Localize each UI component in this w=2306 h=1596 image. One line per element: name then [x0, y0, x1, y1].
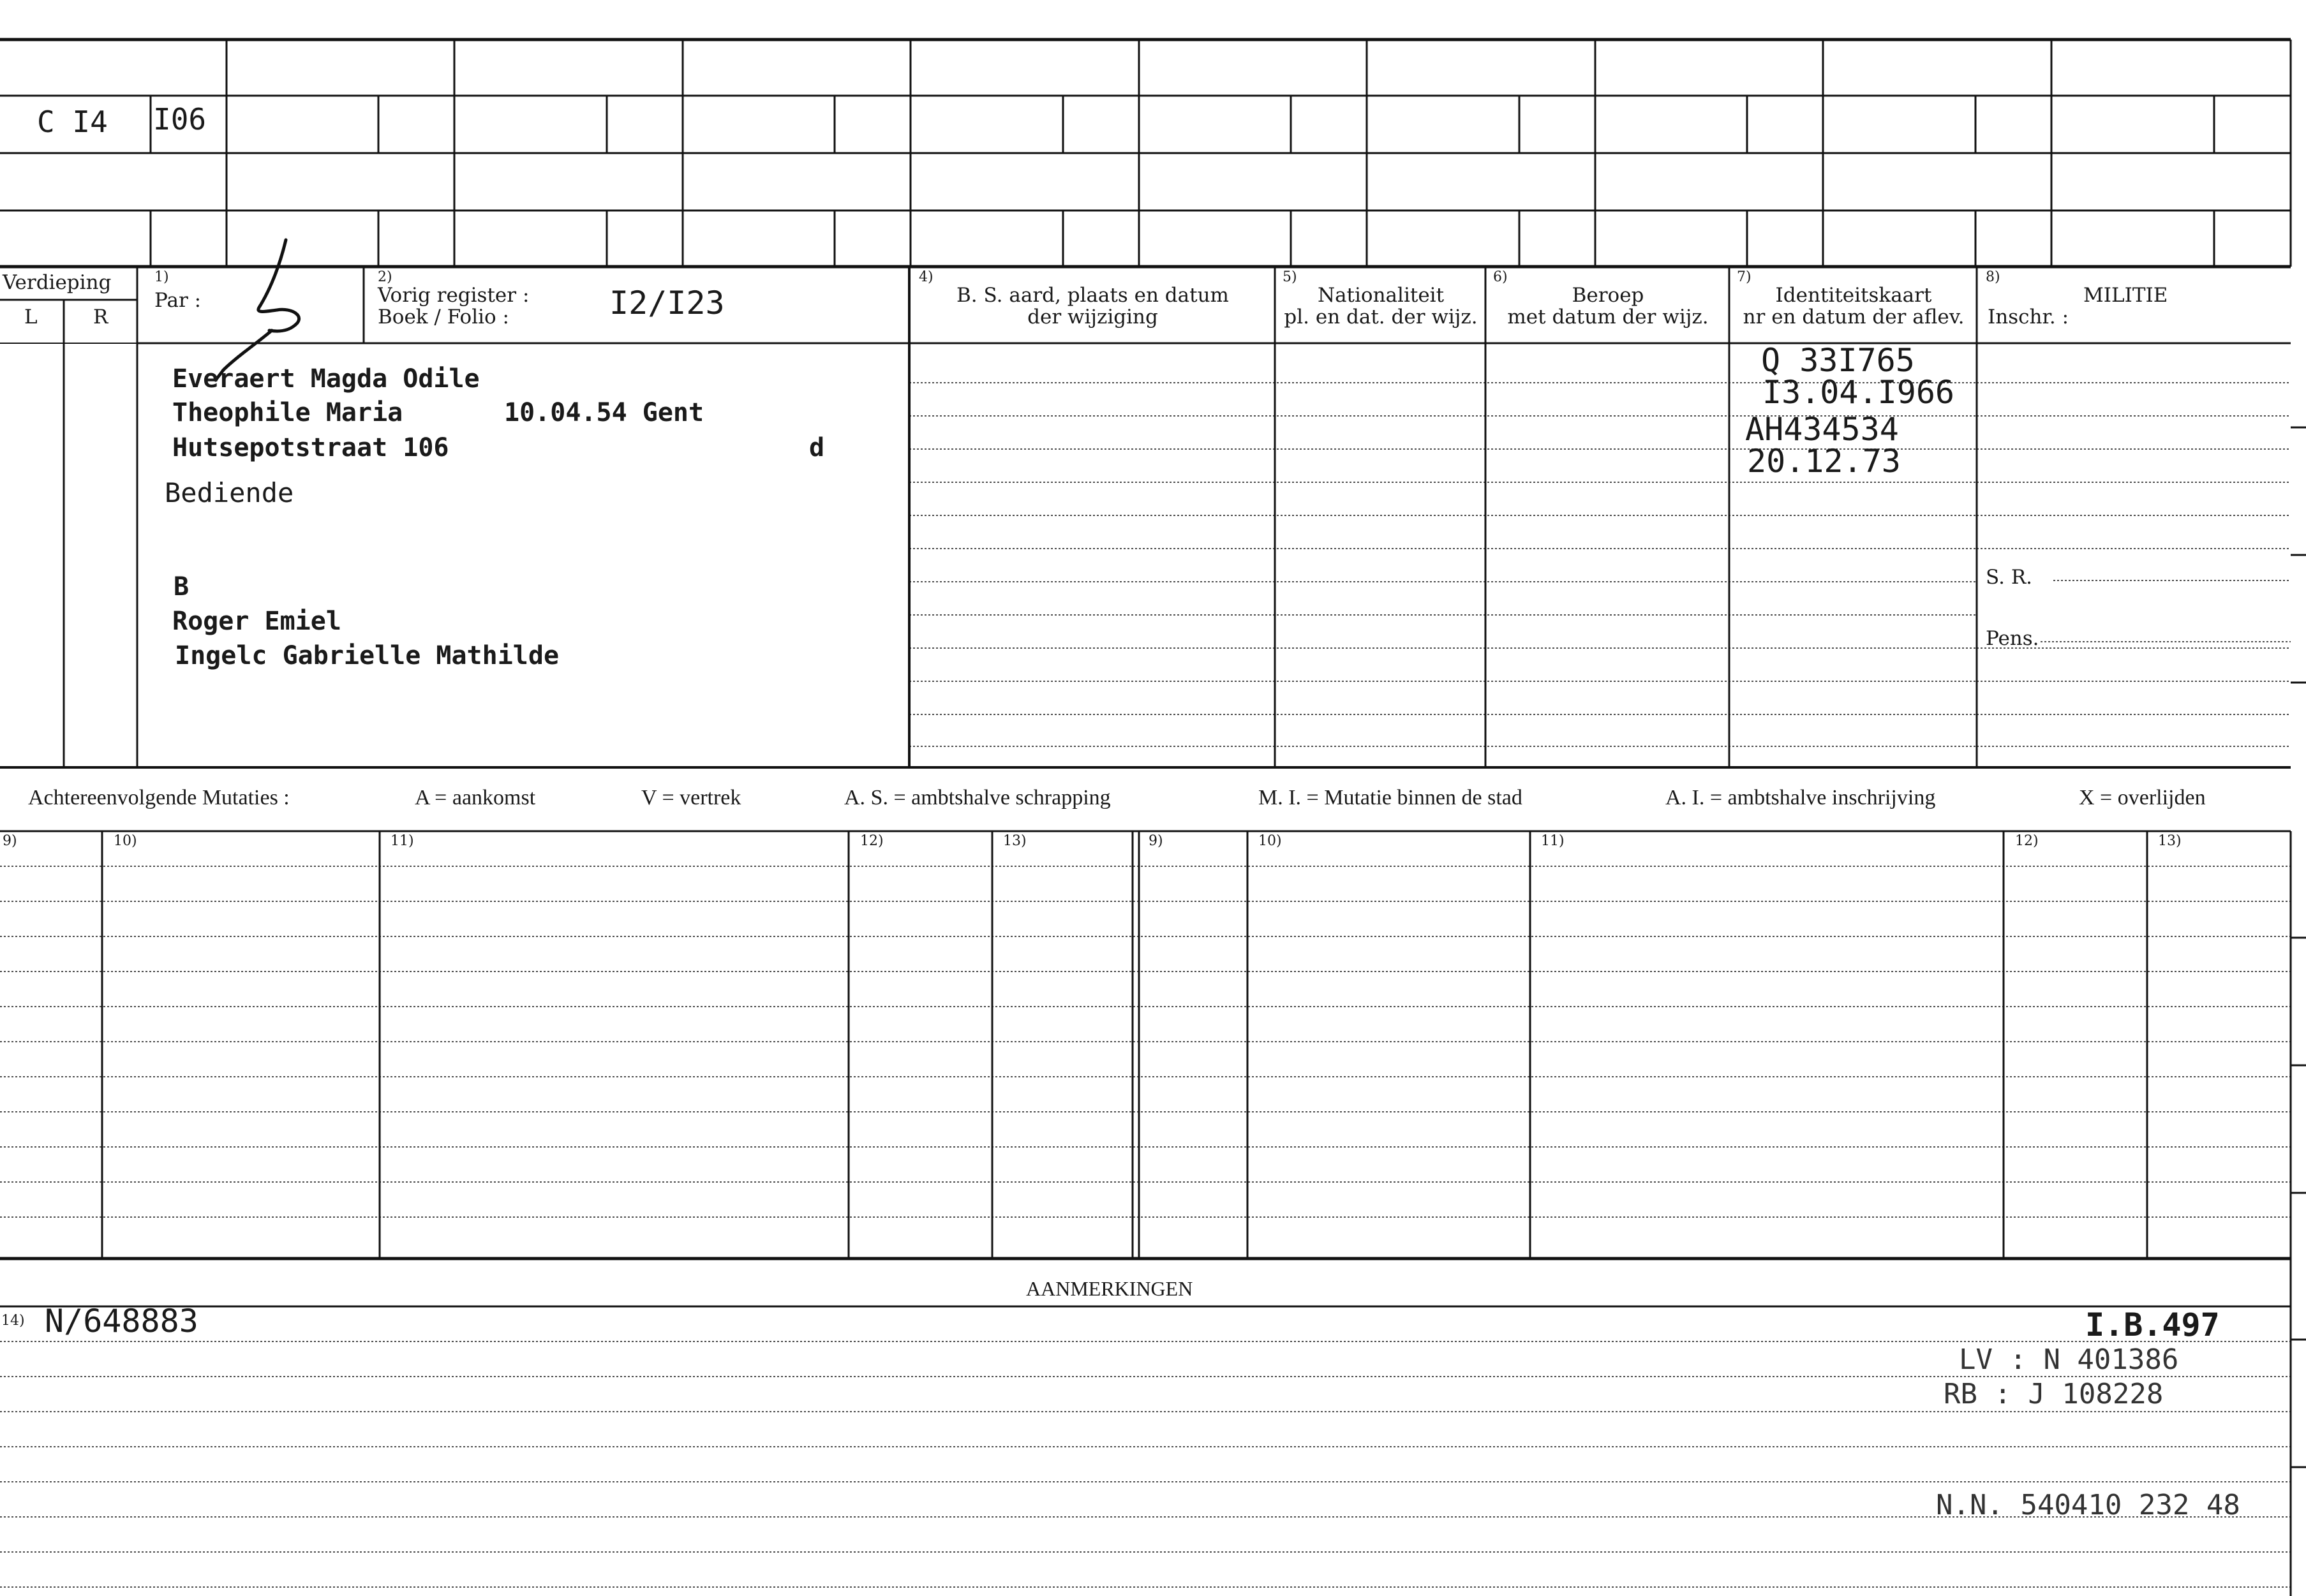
militie-inschr: Inschr. : [1988, 306, 2069, 329]
mut-col-10b: 10) [1258, 833, 1282, 849]
col5-num: 5) [1283, 269, 1297, 285]
remarks-lv: LV : N 401386 [1959, 1343, 2179, 1376]
id-card2-date: 20.12.73 [1747, 443, 1901, 480]
id-card1-number: Q 33I765 [1761, 342, 1915, 379]
mut-col-12a: 12) [860, 833, 884, 849]
mutations-title: Achtereenvolgende Mutaties : [28, 786, 290, 809]
col7-num: 7) [1737, 269, 1752, 285]
code-left: C I4 [37, 105, 108, 139]
code-right: I06 [153, 102, 207, 137]
spouse-marker: B [174, 572, 190, 602]
col4-line1: B. S. aard, plaats en datum [956, 284, 1229, 307]
id-card2-number: AH434534 [1745, 411, 1899, 448]
mut-col-13b: 13) [2158, 833, 2182, 849]
person-name-line1: Everaert Magda Odile [172, 364, 480, 394]
person-birth: 10.04.54 Gent [504, 398, 704, 427]
militie-sr: S. R. [1986, 566, 2033, 589]
mut-col-9a: 9) [3, 833, 17, 849]
father-name: Roger Emiel [172, 607, 341, 636]
col8-num: 8) [1986, 269, 2000, 285]
col2-num: 2) [378, 269, 392, 285]
boek-folio-label: Boek / Folio : [378, 306, 509, 329]
col7-line2: nr en datum der aflev. [1743, 306, 1965, 329]
col6-line1: Beroep [1572, 284, 1644, 307]
militie-title: MILITIE [2083, 284, 2168, 307]
mother-name: Ingelс Gabrielle Mathilde [175, 641, 560, 670]
person-name-line2: Theophile Maria [172, 398, 403, 427]
legend-x: X = overlijden [2079, 786, 2206, 809]
person-address: Hutsepotstraat 106 [172, 433, 449, 462]
mut-col-9b: 9) [1149, 833, 1163, 849]
person-marker: d [809, 433, 825, 462]
remarks-ib: I.B.497 [2085, 1306, 2220, 1343]
remarks-nn: N.N. 540410 232 48 [1936, 1489, 2240, 1521]
col6-num: 6) [1493, 269, 1508, 285]
remarks-title: AANMERKINGEN [1026, 1277, 1193, 1300]
verdieping-r: R [93, 306, 108, 329]
verdieping-l: L [24, 306, 38, 329]
legend-v: V = vertrek [641, 786, 741, 809]
col5-line1: Nationaliteit [1317, 284, 1445, 307]
legend-as: A. S. = ambtshalve schrapping [844, 786, 1111, 809]
col7-line1: Identiteitskaart [1775, 284, 1932, 307]
remarks-rb: RB : J 108228 [1944, 1378, 2164, 1410]
mut-col-11a: 11) [391, 833, 414, 849]
par-label: Par : [154, 289, 202, 312]
id-card1-date: I3.04.I966 [1762, 374, 1955, 411]
militie-pens: Pens. [1986, 627, 2039, 650]
vorig-register-label: Vorig register : [378, 284, 530, 307]
mut-col-10a: 10) [114, 833, 137, 849]
vorig-register-value: I2/I23 [609, 284, 725, 321]
col5-line2: pl. en dat. der wijz. [1284, 306, 1478, 329]
col1-num: 1) [154, 269, 169, 285]
verdieping-label: Verdieping [3, 271, 112, 294]
col4-line2: der wijziging [1027, 306, 1158, 329]
legend-mi: M. I. = Mutatie binnen de stad [1258, 786, 1522, 809]
col4-num: 4) [919, 269, 934, 285]
mut-col-12b: 12) [2015, 833, 2039, 849]
mut-col-11b: 11) [1541, 833, 1565, 849]
person-occupation: Bediende [165, 477, 294, 508]
mut-col-13a: 13) [1003, 833, 1027, 849]
legend-ai: A. I. = ambtshalve inschrijving [1665, 786, 1936, 809]
legend-a: A = aankomst [415, 786, 536, 809]
remarks-num: 14) [1, 1313, 25, 1329]
col6-line2: met datum der wijz. [1507, 306, 1709, 329]
remarks-n-number: N/648883 [45, 1303, 198, 1340]
